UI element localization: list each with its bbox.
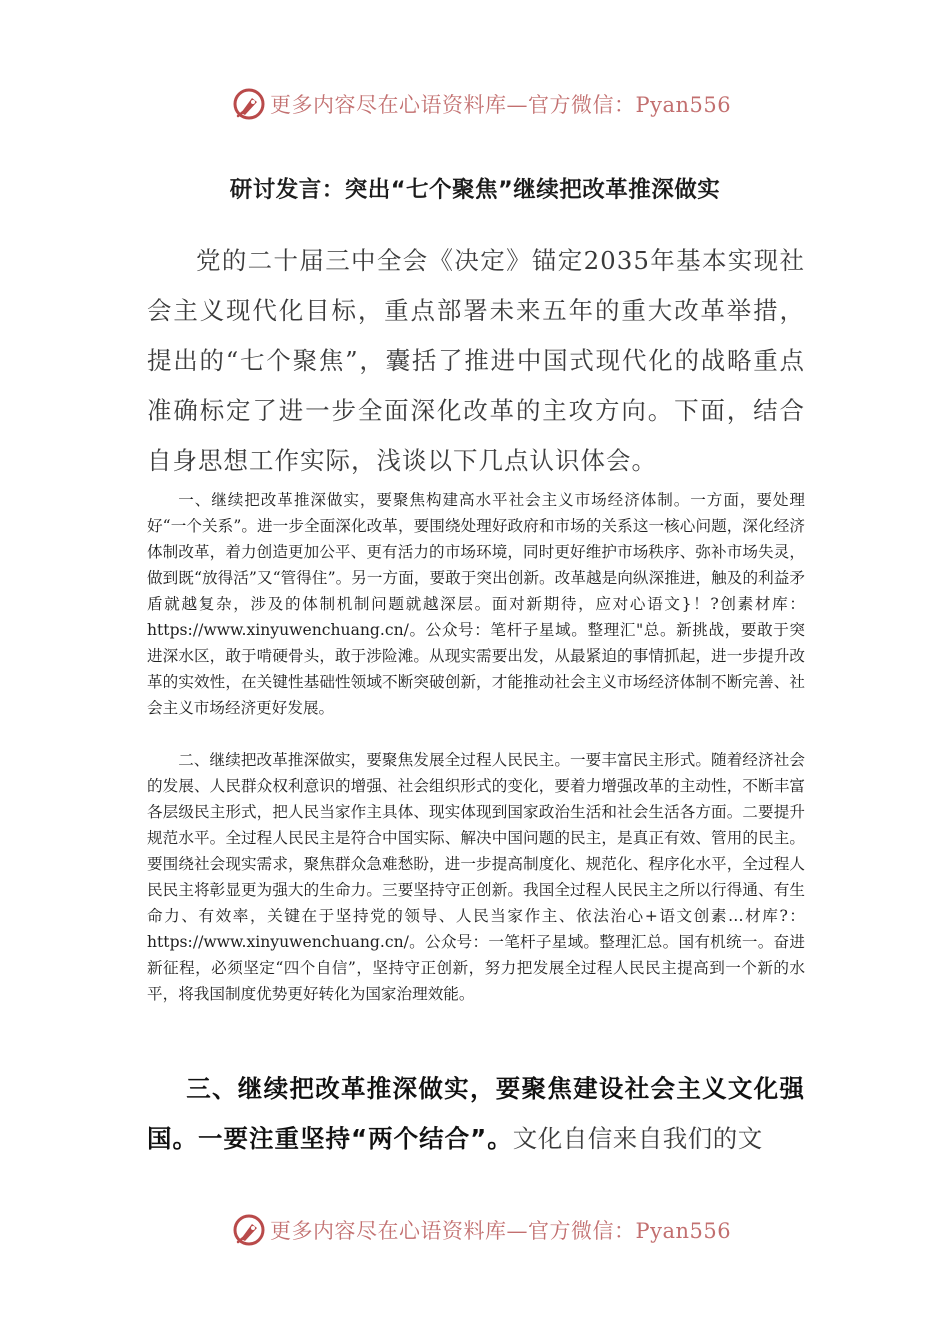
section-three-body: 文化自信来自我们的文	[512, 1124, 763, 1153]
document-title: 研讨发言：突出“七个聚焦”继续把改革推深做实	[229, 177, 721, 203]
pen-nib-circle-icon	[232, 87, 266, 121]
section-two-paragraph: 二、继续把改革推深做实，要聚焦发展全过程人民民主。一要丰富民主形式。随着经济社会的发展、人民群众权利意识的增强、社会组织形式的变化，要着力增强改革的主动性，不断丰富各层级民主形式，把人民当家作主具体、现实体现到国家政治生活和社会生活各方面。二要提升规范水平。全过程人民民主是符合中国实际、解决中国问题的民主，是真正有效、管用的民主。要围绕社会现实需求，聚焦群众急难愁盼，进一步提高制度化、规范化、程序化水平，全过程人民民主将彰显更为强大的生命力。三要坚持守正创新。我国全过程人民民主之所以行得通、有生命力、有效率，关键在于坚持党的领导、人民当家作主、依法治心+语文创素…材库?：https://www.xinyuwenchuang.cn/。公众号：一笔杆子星域。整理汇总。国有机统一。奋进新征程，必须坚定“四个自信”，坚持守正创新，努力把发展全过程人民民主提高到一个新的水平，将我国制度优势更好转化为国家治理效能。	[147, 751, 805, 1003]
intro-paragraph: 党的二十届三中全会《决定》锚定2035年基本实现社会主义现代化目标，重点部署未来五年的重大改革举措，提出的“七个聚焦”，囊括了推进中国式现代化的战略重点准确标定了进一步全面深化改革的主攻方向。下面，结合自身思想工作实际，浅谈以下几点认识体会。	[147, 246, 805, 475]
watermark-group	[232, 1210, 731, 1250]
footer-watermark	[0, 1210, 950, 1250]
section-one-paragraph: 一、继续把改革推深做实，要聚焦构建高水平社会主义市场经济体制。一方面，要处理好“一个关系”。进一步全面深化改革，要围绕处理好政府和市场的关系这一核心问题，深化经济体制改革，着力创造更加公平、更有活力的市场环境，同时更好维护市场秩序、弥补市场失灵，做到既“放得活”又“管得住”。另一方面，要敢于突出创新。改革越是向纵深推进，触及的利益矛盾就越复杂，涉及的体制机制问题就越深层。面对新期待，应对心语文}！?创素材库：https://www.xinyuwenchuang.cn/。公众号：笔杆子星域。整理汇"总。新挑战，要敢于突进深水区，敢于啃硬骨头，敢于涉险滩。从现实需要出发，从最紧迫的事情抓起，进一步提升改革的实效性，在关键性基础性领域不断突破创新，才能推动社会主义市场经济体制不断完善、社会主义市场经济更好发展。	[147, 491, 805, 717]
section-three-paragraph	[147, 1064, 805, 1164]
pen-nib-circle-icon	[232, 1213, 266, 1247]
section-three-heading: 三、继续把改革推深做实，要聚焦建设社会主义文化强国。一要注重坚持“两个结合”。	[147, 1074, 805, 1153]
watermark-group	[232, 84, 731, 124]
watermark-text: 更多内容尽在心语资料库—官方微信：Pyan556	[270, 93, 732, 117]
header-watermark	[0, 84, 950, 124]
watermark-text: 更多内容尽在心语资料库—官方微信：Pyan556	[270, 1219, 732, 1243]
